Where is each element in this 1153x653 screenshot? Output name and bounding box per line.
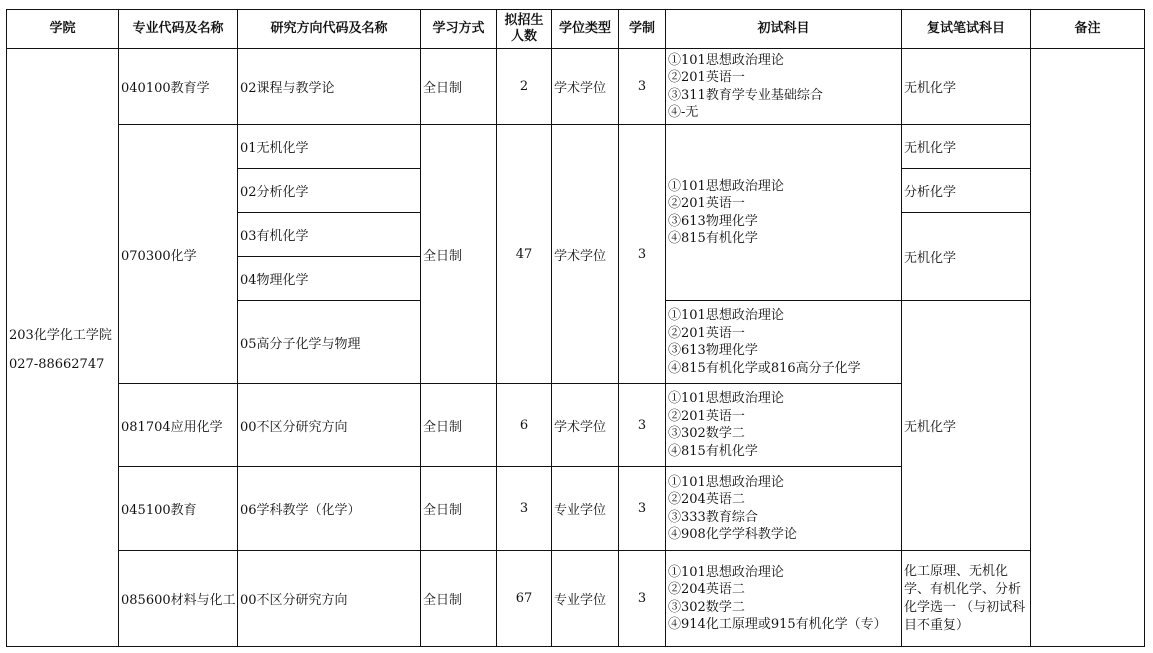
degree-type-cell: 专业学位 — [552, 467, 619, 551]
prelim-subjects-cell — [666, 467, 902, 551]
study-mode-cell: 全日制 — [421, 49, 497, 125]
duration-cell: 3 — [619, 384, 666, 467]
direction-cell: 01无机化学 — [238, 125, 421, 169]
prelim-line: ①101思想政治理论 — [668, 564, 784, 580]
prelim-line: ③302数学二 — [668, 426, 745, 441]
degree-type-cell: 学术学位 — [552, 125, 619, 384]
retest-cell: 无机化学 — [902, 125, 1031, 169]
prelim-line: ④815有机化学或816高分子化学 — [668, 360, 861, 376]
prelim-subjects-cell — [666, 384, 902, 467]
retest-cell: 化工原理、无机化学、有机化学、分析化学选一 （与初试科目不重复） — [902, 551, 1031, 647]
quota-cell: 2 — [497, 49, 552, 125]
duration-cell: 3 — [619, 49, 666, 125]
header-duration: 学制 — [619, 10, 666, 49]
prelim-line: ②201英语一 — [668, 70, 745, 85]
retest-cell: 无机化学 — [902, 213, 1031, 301]
direction-cell: 05高分子化学与物理 — [238, 301, 421, 384]
prelim-line: ③613物理化学 — [668, 343, 758, 358]
header-prelim-subjects: 初试科目 — [666, 10, 902, 49]
header-row — [7, 10, 1145, 49]
direction-cell: 00不区分研究方向 — [238, 551, 421, 647]
retest-cell: 无机化学 — [902, 301, 1031, 551]
study-mode-cell: 全日制 — [421, 551, 497, 647]
prelim-line: ④815有机化学 — [668, 443, 758, 459]
prelim-line: ④815有机化学 — [668, 231, 758, 246]
remarks-cell — [1031, 49, 1145, 647]
retest-cell: 无机化学 — [902, 49, 1031, 125]
direction-cell: 02课程与教学论 — [238, 49, 421, 125]
major-cell: 070300化学 — [119, 125, 238, 384]
header-quota: 拟招生人数 — [497, 10, 552, 49]
retest-cell: 分析化学 — [902, 169, 1031, 213]
prelim-line: ③311教育学专业基础综合 — [668, 87, 823, 103]
study-mode-cell: 全日制 — [421, 467, 497, 551]
prelim-line: ②201英语一 — [668, 408, 745, 424]
duration-cell: 3 — [619, 551, 666, 647]
prelim-line: ③302数学二 — [668, 599, 745, 615]
direction-cell: 06学科教学（化学） — [238, 467, 421, 551]
quota-cell: 3 — [497, 467, 552, 551]
prelim-line: ①101思想政治理论 — [668, 178, 784, 194]
degree-type-cell: 学术学位 — [552, 384, 619, 467]
degree-type-cell: 专业学位 — [552, 551, 619, 647]
prelim-line: ②201英语一 — [668, 325, 745, 341]
prelim-line: ③333教育综合 — [668, 509, 758, 525]
prelim-line: ②204英语二 — [668, 492, 745, 507]
major-cell: 045100教育 — [119, 467, 238, 551]
header-remarks: 备注 — [1031, 10, 1145, 49]
prelim-line: ②204英语二 — [668, 582, 745, 597]
duration-cell: 3 — [619, 125, 666, 384]
quota-cell: 47 — [497, 125, 552, 384]
major-cell: 085600材料与化工 — [119, 551, 238, 647]
header-study-mode: 学习方式 — [421, 10, 497, 49]
table-row — [7, 551, 1145, 647]
prelim-line: ③613物理化学 — [668, 213, 758, 229]
prelim-line: ④914化工原理或915有机化学（专） — [668, 617, 887, 632]
college-cell — [7, 49, 119, 647]
table-row — [7, 49, 1145, 125]
header-degree-type: 学位类型 — [552, 10, 619, 49]
direction-cell: 04物理化学 — [238, 257, 421, 301]
major-cell: 040100教育学 — [119, 49, 238, 125]
prelim-subjects-cell — [666, 551, 902, 647]
header-major: 专业代码及名称 — [119, 10, 238, 49]
admissions-table — [6, 9, 1145, 647]
degree-type-cell: 学术学位 — [552, 49, 619, 125]
college-phone: 027-88662747 — [9, 356, 105, 372]
prelim-line: ①101思想政治理论 — [668, 391, 784, 406]
prelim-line: ①101思想政治理论 — [668, 308, 784, 323]
prelim-subjects-cell — [666, 49, 902, 125]
direction-cell: 00不区分研究方向 — [238, 384, 421, 467]
prelim-subjects-cell — [666, 125, 902, 301]
direction-cell: 02分析化学 — [238, 169, 421, 213]
direction-cell: 03有机化学 — [238, 213, 421, 257]
prelim-line: ④908化学学科教学论 — [668, 527, 797, 542]
prelim-line: ①101思想政治理论 — [668, 52, 784, 68]
header-retest-subjects: 复试笔试科目 — [902, 10, 1031, 49]
table-row — [7, 125, 1145, 169]
quota-cell: 67 — [497, 551, 552, 647]
college-name: 203化学化工学院 — [9, 327, 112, 343]
prelim-line: ①101思想政治理论 — [668, 474, 784, 490]
study-mode-cell: 全日制 — [421, 125, 497, 384]
quota-cell: 6 — [497, 384, 552, 467]
header-college: 学院 — [7, 10, 119, 49]
header-direction: 研究方向代码及名称 — [238, 10, 421, 49]
study-mode-cell: 全日制 — [421, 384, 497, 467]
duration-cell: 3 — [619, 467, 666, 551]
major-cell: 081704应用化学 — [119, 384, 238, 467]
prelim-line: ④-无 — [668, 105, 699, 120]
prelim-subjects-cell — [666, 301, 902, 384]
prelim-line: ②201英语一 — [668, 196, 745, 211]
